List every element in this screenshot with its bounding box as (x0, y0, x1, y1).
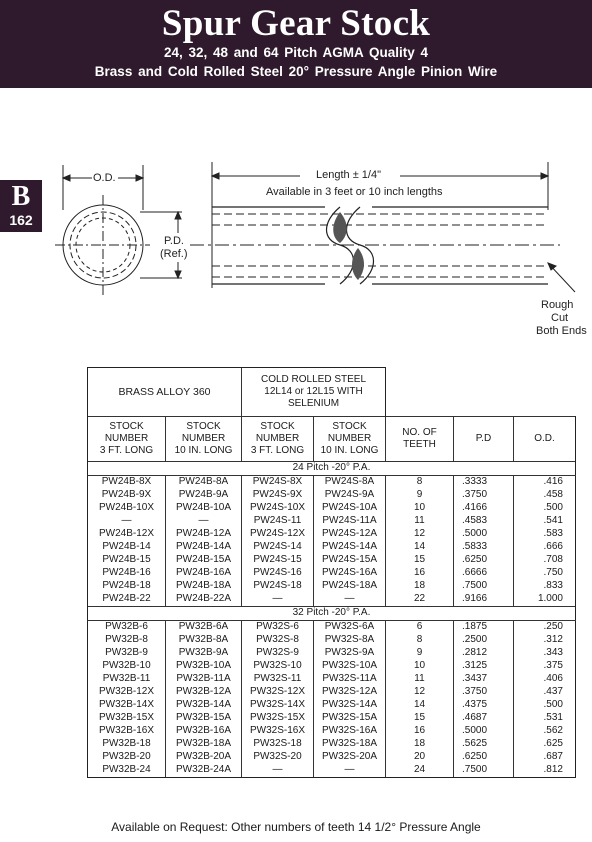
cell-pd: .3125 (454, 660, 514, 673)
table-row (88, 712, 576, 725)
cell-brass-3ft: PW32B-9 (88, 647, 166, 660)
cell-od: .343 (514, 647, 576, 660)
cell-brass-3ft: PW24B-8X (88, 476, 166, 490)
cell-steel-3ft: PW24S-11 (242, 515, 314, 528)
cell-teeth: 18 (386, 738, 454, 751)
cell-steel-10in: PW24S-8A (314, 476, 386, 490)
column-header-row (88, 417, 576, 462)
table-row (88, 738, 576, 751)
rows-24-pitch (88, 476, 576, 607)
col-label-stock: STOCK (332, 421, 367, 432)
cell-brass-3ft: PW32B-24 (88, 764, 166, 778)
cell-steel-3ft: PW32S-16X (242, 725, 314, 738)
material-header-row (88, 368, 576, 417)
col-label-number: NUMBER (104, 433, 149, 444)
cell-steel-10in: — (314, 764, 386, 778)
cell-pd: .2500 (454, 634, 514, 647)
cell-brass-10in: PW24B-16A (166, 567, 242, 580)
table-row (88, 725, 576, 738)
col-steel-10in (314, 417, 386, 462)
cell-steel-3ft: PW32S-10 (242, 660, 314, 673)
cell-pd: .3333 (454, 476, 514, 490)
cell-brass-10in: PW24B-8A (166, 476, 242, 490)
cell-od: .531 (514, 712, 576, 725)
cell-teeth: 20 (386, 751, 454, 764)
table-row (88, 541, 576, 554)
table-row (88, 634, 576, 647)
cell-steel-10in: PW24S-10A (314, 502, 386, 515)
cell-brass-10in: PW32B-8A (166, 634, 242, 647)
cell-od: .406 (514, 673, 576, 686)
cell-teeth: 15 (386, 712, 454, 725)
cell-brass-10in: PW32B-18A (166, 738, 242, 751)
cell-brass-10in: PW24B-15A (166, 554, 242, 567)
spec-line-2: Brass and Cold Rolled Steel 20° Pressure Angle Pinion Wire (94, 64, 498, 79)
cell-od: .500 (514, 502, 576, 515)
cell-pd: .3750 (454, 489, 514, 502)
cell-steel-10in: PW24S-16A (314, 567, 386, 580)
cell-brass-3ft: — (88, 515, 166, 528)
spur-gear-stock-table (87, 367, 576, 778)
cell-brass-3ft: PW32B-18 (88, 738, 166, 751)
col-od: O.D. (514, 417, 576, 462)
steel-header-line-2: 12L14 or 12L15 WITH (264, 386, 363, 397)
cell-pd: .5000 (454, 725, 514, 738)
length-label: Length ± 1/4" (316, 169, 381, 181)
col-label-stock: STOCK (260, 421, 295, 432)
rows-32-pitch (88, 621, 576, 778)
cell-steel-10in: PW32S-9A (314, 647, 386, 660)
cell-brass-3ft: PW32B-16X (88, 725, 166, 738)
page-title: Spur Gear Stock (161, 3, 431, 44)
cell-steel-3ft: PW24S-12X (242, 528, 314, 541)
section-label-24: 24 Pitch -20° P.A. (88, 462, 576, 476)
cell-teeth: 9 (386, 489, 454, 502)
cell-pd: .6250 (454, 751, 514, 764)
cell-brass-3ft: PW32B-14X (88, 699, 166, 712)
cell-steel-3ft: PW24S-15 (242, 554, 314, 567)
cell-brass-10in: PW32B-9A (166, 647, 242, 660)
cell-brass-3ft: PW32B-6 (88, 621, 166, 635)
availability-label: Available in 3 feet or 10 inch lengths (266, 186, 443, 198)
cell-pd: .4687 (454, 712, 514, 725)
cell-teeth: 10 (386, 660, 454, 673)
spec-line-1: 24, 32, 48 and 64 Pitch AGMA Quality 4 (163, 45, 429, 60)
cell-brass-3ft: PW24B-16 (88, 567, 166, 580)
cell-pd: .3750 (454, 686, 514, 699)
cell-teeth: 15 (386, 554, 454, 567)
col-label-10in: 10 IN. LONG (174, 445, 233, 456)
page-number: 162 (9, 212, 33, 228)
col-label-10in: 10 IN. LONG (320, 445, 379, 456)
cell-steel-10in: PW24S-14A (314, 541, 386, 554)
steel-header-line-3: SELENIUM (287, 398, 340, 409)
table-row (88, 554, 576, 567)
cell-pd: .3437 (454, 673, 514, 686)
footnote: Available on Request: Other numbers of teeth 14 1/2° Pressure Angle (111, 820, 481, 834)
cell-steel-10in: PW32S-16A (314, 725, 386, 738)
cell-steel-3ft: — (242, 764, 314, 778)
cell-steel-10in: PW32S-11A (314, 673, 386, 686)
cell-pd: .7500 (454, 580, 514, 593)
steel-group-header (242, 368, 386, 417)
cell-steel-3ft: PW24S-10X (242, 502, 314, 515)
cell-pd: .6666 (454, 567, 514, 580)
cell-steel-10in: PW32S-8A (314, 634, 386, 647)
cell-od: .541 (514, 515, 576, 528)
cell-steel-3ft: PW24S-8X (242, 476, 314, 490)
col-pd: P.D (454, 417, 514, 462)
cell-brass-10in: PW32B-15A (166, 712, 242, 725)
table-row (88, 476, 576, 490)
cell-steel-10in: PW24S-9A (314, 489, 386, 502)
col-label-no-of: NO. OF (402, 427, 437, 438)
table-row (88, 686, 576, 699)
cell-brass-10in: PW32B-20A (166, 751, 242, 764)
cell-brass-10in: PW24B-14A (166, 541, 242, 554)
table-row (88, 502, 576, 515)
cell-od: .833 (514, 580, 576, 593)
col-label-teeth: TEETH (403, 439, 436, 450)
cell-teeth: 18 (386, 580, 454, 593)
cell-brass-10in: — (166, 515, 242, 528)
table-row (88, 580, 576, 593)
cell-od: .708 (514, 554, 576, 567)
od-label: O.D. (93, 172, 116, 184)
cell-teeth: 8 (386, 634, 454, 647)
table-row (88, 673, 576, 686)
cell-teeth: 6 (386, 621, 454, 635)
cell-teeth: 16 (386, 725, 454, 738)
cell-brass-10in: PW24B-18A (166, 580, 242, 593)
both-ends-label: Both Ends (536, 325, 587, 337)
cell-steel-3ft: PW32S-14X (242, 699, 314, 712)
cell-brass-10in: PW32B-16A (166, 725, 242, 738)
cell-teeth: 12 (386, 686, 454, 699)
cell-brass-10in: PW24B-10A (166, 502, 242, 515)
col-label-number: NUMBER (181, 433, 226, 444)
cell-pd: .5000 (454, 528, 514, 541)
cell-steel-10in: PW32S-14A (314, 699, 386, 712)
cell-steel-3ft: PW32S-6 (242, 621, 314, 635)
col-brass-10in (166, 417, 242, 462)
cell-teeth: 12 (386, 528, 454, 541)
cell-brass-10in: PW24B-9A (166, 489, 242, 502)
section-row-32-pitch (88, 607, 576, 621)
cell-brass-3ft: PW24B-22 (88, 593, 166, 607)
table-row (88, 528, 576, 541)
cell-steel-3ft: PW24S-16 (242, 567, 314, 580)
cell-brass-3ft: PW32B-15X (88, 712, 166, 725)
cell-steel-3ft: PW32S-20 (242, 751, 314, 764)
col-label-number: NUMBER (327, 433, 372, 444)
cell-steel-3ft: PW32S-18 (242, 738, 314, 751)
cell-od: .416 (514, 476, 576, 490)
cell-pd: .4583 (454, 515, 514, 528)
col-label-3ft: 3 FT. LONG (250, 445, 305, 456)
cell-pd: .6250 (454, 554, 514, 567)
cell-brass-3ft: PW32B-20 (88, 751, 166, 764)
cell-od: .750 (514, 567, 576, 580)
col-label-stock: STOCK (186, 421, 221, 432)
cell-od: .458 (514, 489, 576, 502)
page-header (0, 0, 592, 88)
cell-pd: .1875 (454, 621, 514, 635)
cell-steel-3ft: PW32S-9 (242, 647, 314, 660)
table-row (88, 751, 576, 764)
cell-steel-3ft: PW24S-9X (242, 489, 314, 502)
cell-steel-10in: PW24S-12A (314, 528, 386, 541)
cell-brass-10in: PW32B-24A (166, 764, 242, 778)
cell-od: .500 (514, 699, 576, 712)
cell-od: .625 (514, 738, 576, 751)
cell-steel-10in: PW24S-11A (314, 515, 386, 528)
cell-steel-3ft: PW32S-8 (242, 634, 314, 647)
cell-od: .687 (514, 751, 576, 764)
cell-brass-10in: PW32B-6A (166, 621, 242, 635)
cell-steel-3ft: PW32S-11 (242, 673, 314, 686)
cell-od: .437 (514, 686, 576, 699)
table-row (88, 621, 576, 635)
cell-brass-3ft: PW24B-9X (88, 489, 166, 502)
cell-brass-3ft: PW32B-10 (88, 660, 166, 673)
cell-teeth: 16 (386, 567, 454, 580)
cell-od: .812 (514, 764, 576, 778)
table-row (88, 489, 576, 502)
table-row (88, 567, 576, 580)
cell-steel-10in: PW32S-15A (314, 712, 386, 725)
cell-teeth: 10 (386, 502, 454, 515)
cell-od: .583 (514, 528, 576, 541)
table-row (88, 699, 576, 712)
col-label-number: NUMBER (255, 433, 300, 444)
cell-brass-10in: PW32B-11A (166, 673, 242, 686)
cell-pd: .5833 (454, 541, 514, 554)
cell-teeth: 11 (386, 673, 454, 686)
table-row (88, 764, 576, 778)
cell-brass-3ft: PW24B-12X (88, 528, 166, 541)
cell-steel-3ft: PW24S-18 (242, 580, 314, 593)
cell-brass-3ft: PW32B-11 (88, 673, 166, 686)
cell-brass-10in: PW32B-10A (166, 660, 242, 673)
cell-pd: .5625 (454, 738, 514, 751)
cell-teeth: 22 (386, 593, 454, 607)
cell-od: .375 (514, 660, 576, 673)
table-row (88, 647, 576, 660)
cut-label: Cut (551, 312, 569, 324)
cell-od: .250 (514, 621, 576, 635)
cell-pd: .2812 (454, 647, 514, 660)
col-brass-3ft (88, 417, 166, 462)
col-teeth (386, 417, 454, 462)
cell-steel-3ft: — (242, 593, 314, 607)
cell-brass-3ft: PW24B-18 (88, 580, 166, 593)
cell-steel-10in: PW32S-10A (314, 660, 386, 673)
cell-pd: .4166 (454, 502, 514, 515)
col-label-3ft: 3 FT. LONG (99, 445, 154, 456)
table-row (88, 515, 576, 528)
steel-header-line-1: COLD ROLLED STEEL (260, 374, 367, 385)
cell-pd: .4375 (454, 699, 514, 712)
cell-steel-3ft: PW32S-15X (242, 712, 314, 725)
pd-ref-label: (Ref.) (160, 248, 188, 260)
cell-steel-3ft: PW24S-14 (242, 541, 314, 554)
cell-steel-10in: PW32S-6A (314, 621, 386, 635)
pd-label: P.D. (164, 235, 184, 247)
cell-teeth: 24 (386, 764, 454, 778)
cell-brass-10in: PW32B-12A (166, 686, 242, 699)
cell-brass-3ft: PW32B-8 (88, 634, 166, 647)
cell-brass-3ft: PW24B-14 (88, 541, 166, 554)
cell-od: 1.000 (514, 593, 576, 607)
cell-brass-10in: PW24B-22A (166, 593, 242, 607)
section-label-32: 32 Pitch -20° P.A. (88, 607, 576, 621)
cell-teeth: 14 (386, 699, 454, 712)
cell-od: .562 (514, 725, 576, 738)
cell-brass-3ft: PW24B-15 (88, 554, 166, 567)
section-row-24-pitch (88, 462, 576, 476)
brass-group-header: BRASS ALLOY 360 (88, 368, 242, 417)
cell-od: .666 (514, 541, 576, 554)
section-letter: B (11, 181, 31, 212)
cell-steel-3ft: PW32S-12X (242, 686, 314, 699)
col-steel-3ft (242, 417, 314, 462)
cell-pd: .9166 (454, 593, 514, 607)
rough-label: Rough (541, 299, 574, 311)
cell-pd: .7500 (454, 764, 514, 778)
cell-steel-10in: PW24S-18A (314, 580, 386, 593)
cell-od: .312 (514, 634, 576, 647)
table-row (88, 593, 576, 607)
cell-brass-3ft: PW24B-10X (88, 502, 166, 515)
cell-teeth: 11 (386, 515, 454, 528)
cell-brass-3ft: PW32B-12X (88, 686, 166, 699)
cell-teeth: 8 (386, 476, 454, 490)
cell-steel-10in: PW32S-12A (314, 686, 386, 699)
pinion-wire-diagram (0, 150, 592, 350)
cell-steel-10in: — (314, 593, 386, 607)
table-row (88, 660, 576, 673)
cell-brass-10in: PW24B-12A (166, 528, 242, 541)
cell-steel-10in: PW32S-18A (314, 738, 386, 751)
cell-teeth: 14 (386, 541, 454, 554)
cell-steel-10in: PW24S-15A (314, 554, 386, 567)
cell-teeth: 9 (386, 647, 454, 660)
cell-steel-10in: PW32S-20A (314, 751, 386, 764)
col-label-stock: STOCK (109, 421, 144, 432)
cell-brass-10in: PW32B-14A (166, 699, 242, 712)
